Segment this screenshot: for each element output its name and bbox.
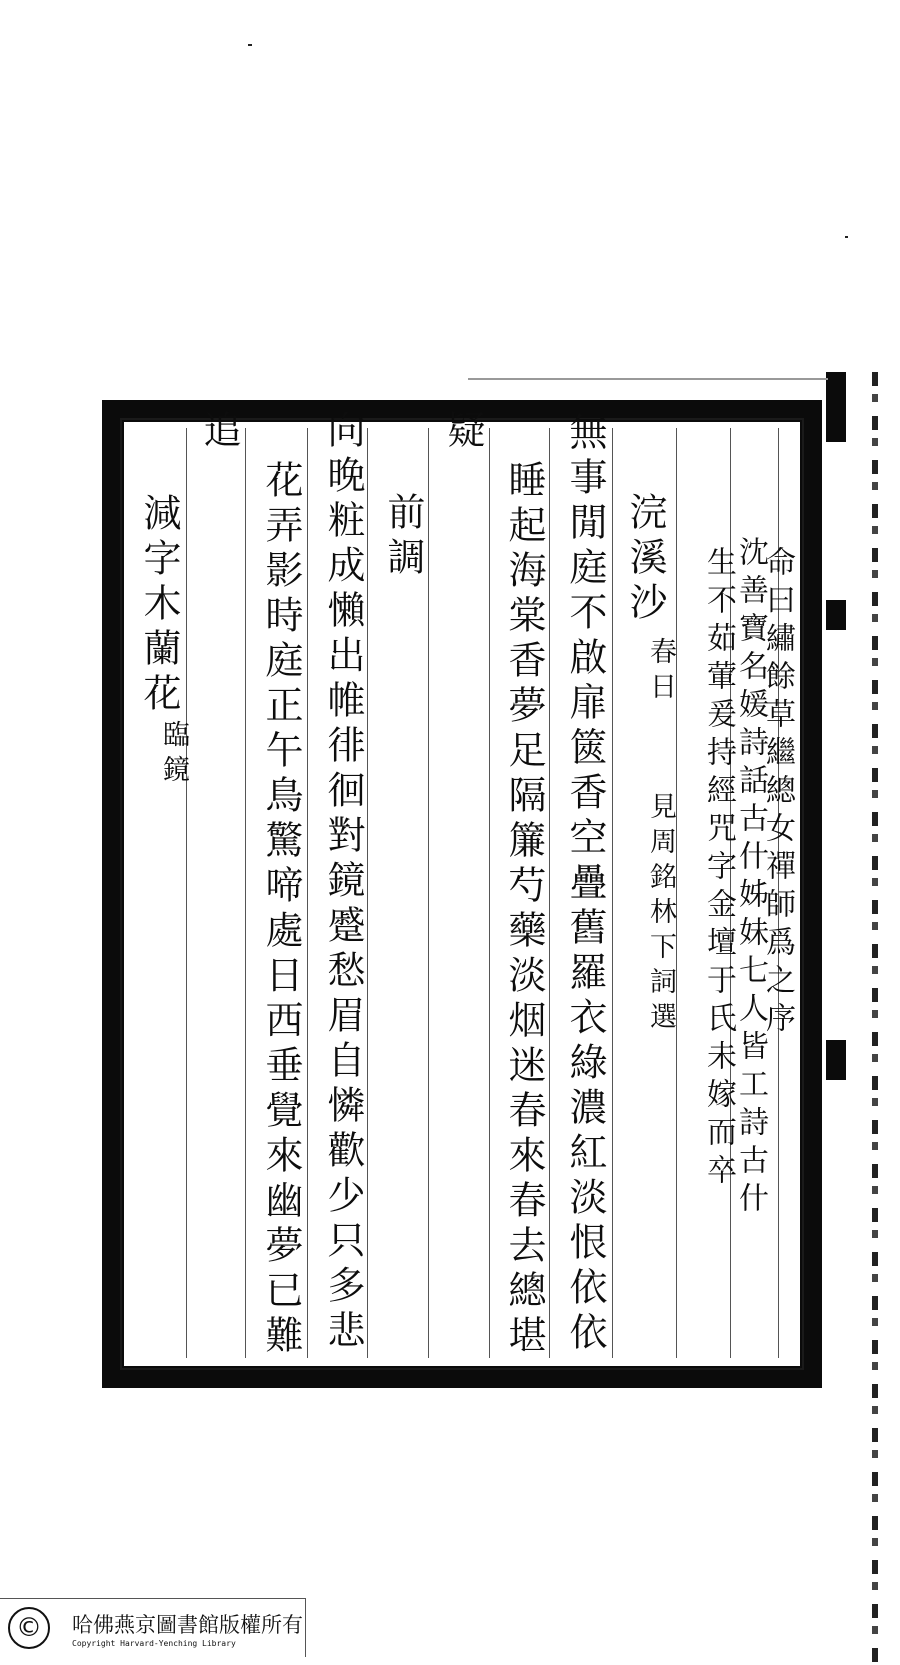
column-rule (612, 428, 613, 1358)
text-column-2: 沈善寶名媛詩話古什姊妹七人皆工詩古什 (733, 536, 768, 1220)
text-column-3: 生不茹葷爰持經咒字金壇于氏未嫁而卒 (701, 546, 736, 1192)
column-rule (489, 428, 490, 1358)
poem-source-note: 見周銘林下詞選 (645, 792, 676, 1037)
text-column-1: 命曰繡餘草繼總女禪師爲之序 (760, 546, 795, 1040)
column-rule (676, 428, 677, 1358)
second-poem-title: 前調 (381, 492, 425, 582)
ink-speck (248, 44, 252, 46)
poem-line-3: 疑 (441, 410, 485, 455)
third-poem-subtitle: 臨鏡 (158, 720, 189, 790)
column-rule (428, 428, 429, 1358)
column-rule (307, 428, 308, 1358)
poem-title: 浣溪沙 (623, 492, 667, 627)
copyright-notice (0, 1598, 306, 1657)
binding-edge (872, 372, 878, 1662)
poem-subtitle: 春日 (645, 637, 676, 707)
column-rule (549, 428, 550, 1358)
second-poem-line-3: 追 (197, 410, 241, 455)
edge-tab (826, 600, 846, 630)
copyright-icon: © (8, 1607, 50, 1649)
second-poem-line-1: 向晚粧成懶出帷徘徊對鏡蹙愁眉自憐歡少只多悲 (321, 410, 365, 1355)
poem-line-1: 無事閒庭不啟扉篋香空疊舊羅衣綠濃紅淡恨依依 (563, 412, 607, 1357)
copyright-english: Copyright Harvard-Yenching Library (72, 1639, 236, 1648)
edge-tab (826, 1040, 846, 1080)
poem-line-2: 睡起海棠香夢足隔簾芍藥淡烟迷春來春去總堪 (502, 460, 546, 1360)
column-rule (367, 428, 368, 1358)
copyright-chinese: 哈佛燕京圖書館版權所有 (72, 1613, 303, 1637)
column-rule (186, 428, 187, 1358)
column-rule (245, 428, 246, 1358)
edge-tab (826, 372, 846, 442)
ink-speck (845, 236, 848, 238)
scan-line (468, 378, 828, 380)
third-poem-title: 減字木蘭花 (137, 493, 181, 718)
second-poem-line-2: 花弄影時庭正午鳥驚啼處日西垂覺來幽夢已難 (259, 460, 303, 1360)
